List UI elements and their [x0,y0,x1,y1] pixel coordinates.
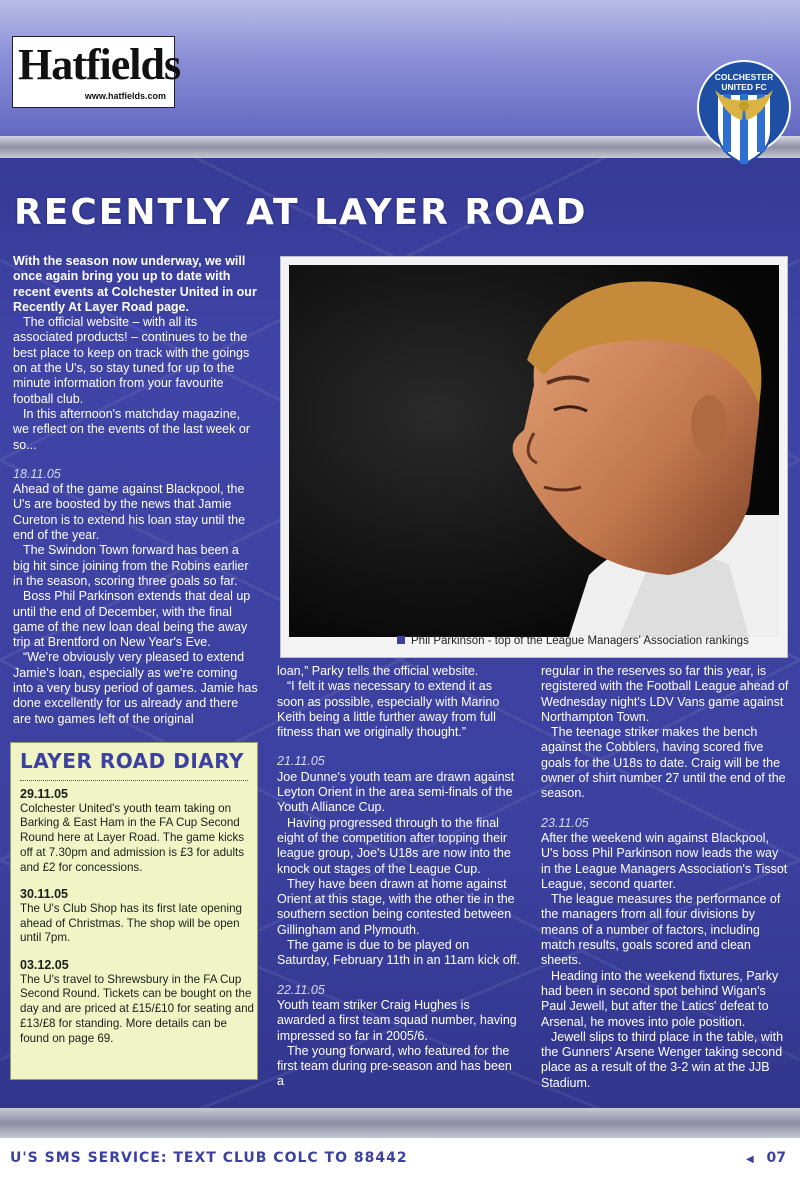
entry-date: 18.11.05 [13,466,61,481]
crest-line-2: UNITED FC [721,82,767,92]
entry-paragraph: They have been drawn at home against Orient at this stage, with the other tie in the southern section being contested between Gillingham and Plymouth. [277,876,515,937]
diary-divider [20,780,248,781]
photo-frame [280,256,788,658]
photo-caption [397,635,777,647]
entry-paragraph: Ahead of the game against Blackpool, the U's are boosted by the news that Jamie Cureton is to extend his loan stay until the end of the year. [13,482,246,543]
crest-text [697,72,791,92]
sms-service-text: U'S SMS SERVICE: TEXT CLUB COLC TO 88442 [10,1150,408,1166]
entry-paragraph: The Swindon Town forward has been a big hit since joining from the Robins earlier in the season, scoring three goals so far. [13,543,249,588]
page-title: RECENTLY AT LAYER ROAD [14,192,588,233]
middle-column [277,664,521,1090]
intro-paragraph: In this afternoon's matchday magazine, we reflect on the events of the last week or so... [13,406,250,452]
diary-date: 03.12.05 [20,958,69,973]
diary-title: LAYER ROAD DIARY [20,749,245,773]
layer-road-diary [10,742,258,1080]
diary-entry [20,787,256,875]
footer-rule [0,1108,800,1138]
sponsor-url: www.hatfields.com [84,91,166,101]
intro-lead: With the season now underway, we will once again bring you up to date with recent events at Colchester United in our Recently At Layer Road page. [13,254,257,314]
page-number: 07 [766,1150,786,1166]
entry-paragraph: Youth team striker Craig Hughes is awarded a first team squad number, having impressed so far in 2005/6. [277,997,517,1043]
manager-portrait-icon [289,265,779,637]
entry-paragraph: After the weekend win against Blackpool, U's boss Phil Parkinson now leads the way in the League Managers Association's Tissot League, second quarter. [541,830,788,891]
manager-photo [289,265,779,637]
diary-date: 29.11.05 [20,787,68,801]
sponsor-logo[interactable] [12,36,181,108]
diary-entry [20,958,256,1046]
entry-date: 23.11.05 [541,815,589,830]
diary-text: The U's Club Shop has its first late opening ahead of Christmas. The shop will be open until 7pm. [20,901,242,945]
intro-paragraph: The official website – with all its associated products! – continues to be the best place to keep on track with the goings on at the U's, so stay tuned for up to the minute information from your favourite football club. [13,315,250,406]
left-column [13,254,259,727]
right-column [541,664,789,1091]
entry-paragraph: Boss Phil Parkinson extends that deal up until the end of December, with the final game of the new loan deal being the away trip at Brentford on New Year's Eve. [13,589,251,650]
club-crest [697,60,791,168]
entry-paragraph: “I felt it was necessary to extend it as soon as possible, especially with Marino Keith being a little further away from full fitness than we originally thought.” [277,679,500,740]
header-rule [0,136,800,158]
footer [0,1138,800,1192]
diary-text: Colchester United's youth team taking on Barking & East Ham in the FA Cup Second Round here at Layer Road. The game kicks off at 7.30pm and admission is £3 for adults and £2 for concessions. [20,801,245,874]
entry-paragraph: The game is due to be played on Saturday, February 11th in an 11am kick off. [277,938,520,968]
entry-paragraph: The league measures the performance of the managers from all four divisions by means of a number of factors, including match results, goals scored and clean sheets. [541,892,781,968]
crest-line-1: COLCHESTER [714,72,774,82]
entry-date: 21.11.05 [277,754,325,769]
entry-paragraph: “We're obviously very pleased to extend Jamie's loan, especially as we're coming into a very busy period of games. Jamie has done excellently for us already and there are two games left of the original [13,650,258,726]
entry-paragraph: Jewell slips to third place in the table, with the Gunners' Arsene Wenger taking second place as a result of the 3-2 win at the JJB Stadium. [541,1029,784,1090]
caption-text: Phil Parkinson - top of the League Managers' Association rankings [411,635,749,647]
diary-body [20,787,256,1058]
entry-paragraph: regular in the reserves so far this year, is registered with the Football League ahead of Wednesday night's LDV Vans game against Northampton Town. [541,664,789,724]
entry-paragraph: loan,” Parky tells the official website. [277,664,479,678]
entry-paragraph: Joe Dunne's youth team are drawn against Leyton Orient in the area semi-finals of the Youth Alliance Cup. [277,769,515,815]
diary-entry [20,887,256,946]
footer-arrow-icon: ◀ [746,1154,754,1165]
sponsor-name: Hatfields [18,40,181,89]
entry-paragraph: The teenage striker makes the bench against the Cobblers, having scored five goals for the U18s to date. Craig will be the owner of shirt number 27 until the end of the season. [541,725,786,801]
entry-paragraph: The young forward, who featured for the first team during pre-season and has been a [277,1043,512,1089]
caption-square-icon [397,636,405,644]
diary-text: The U's travel to Shrewsbury in the FA Cup Second Round. Tickets can be bought on the day and are priced at £15/£10 for seating and £13/£8 for standing. More details can be found on page 69. [20,972,254,1045]
entry-paragraph: Heading into the weekend fixtures, Parky had been in second spot behind Wigan's Paul Jewell, but after the Latics' defeat to Arsenal, he moves into pole position. [541,968,779,1029]
entry-paragraph: Having progressed through to the final eight of the competition after topping their league group, Joe's U18s are now into the knock out stages of the League Cup. [277,815,511,876]
diary-date: 30.11.05 [20,887,68,902]
entry-date: 22.11.05 [277,982,325,997]
